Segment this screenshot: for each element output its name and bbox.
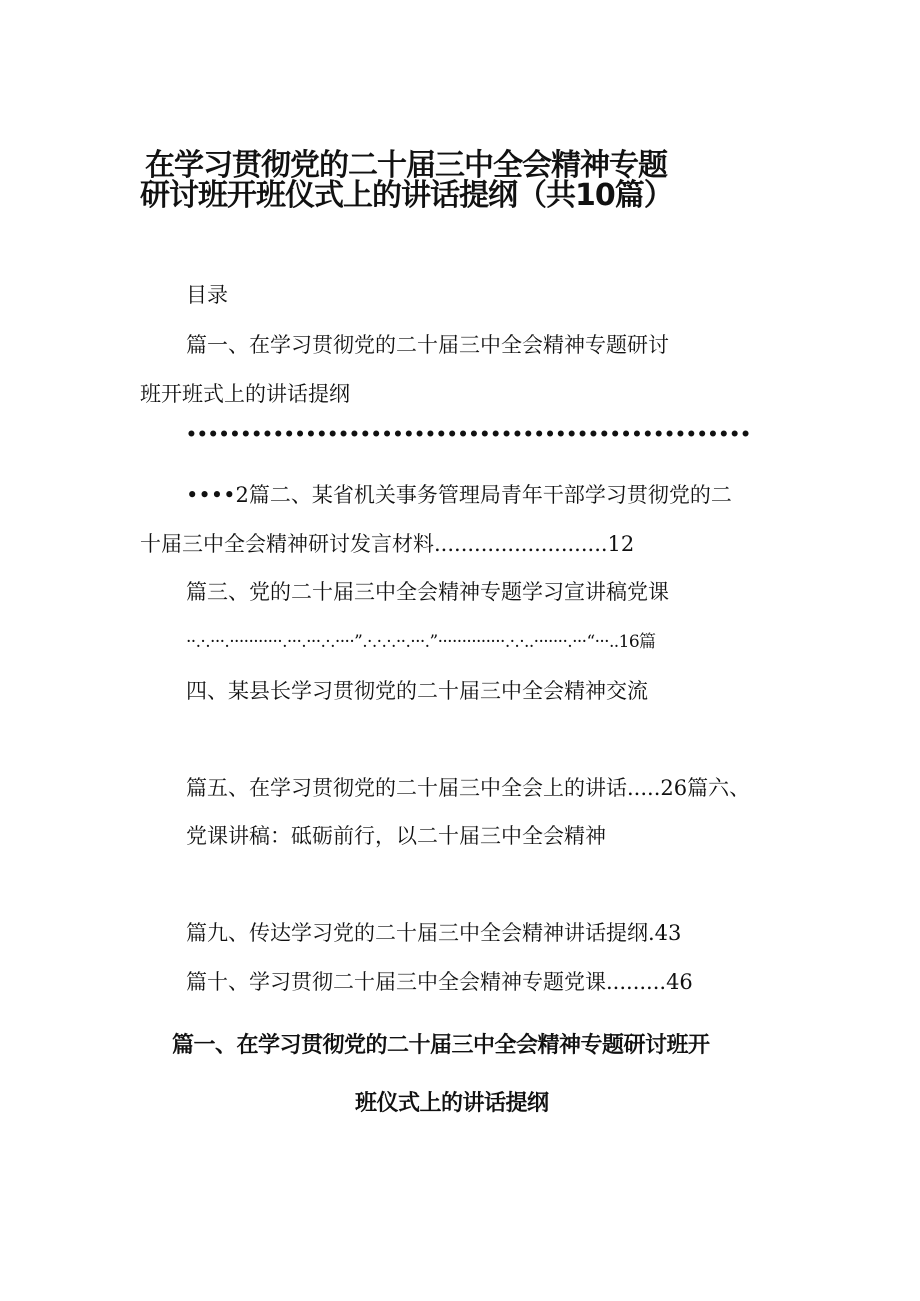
section-title-line1: 篇一、在学习贯彻党的二十届三中全会精神专题研讨班开 — [172, 1033, 710, 1058]
toc-leader-dots: •••••••••••••••••••••••••••••••••••••••••••••••••••• — [186, 425, 752, 445]
toc-entry-5: 篇五、在学习贯彻党的二十届三中全会上的讲话.....26篇六、 — [186, 776, 751, 800]
toc-entry-3-line2: ··.·.···.···········.···.···.·.····”.·.·.·.··.···.”··············.·.·..·······.···“···..16篇 — [186, 632, 656, 652]
toc-entry-1-line2: 班开班式上的讲话提纲 — [140, 382, 350, 406]
toc-entry-3-line1: 篇三、党的二十届三中全会精神专题学习宣讲稿党课 — [186, 580, 669, 604]
toc-entry-2-line1: ••••2篇二、某省机关事务管理局青年干部学习贯彻党的二 — [186, 483, 732, 507]
toc-heading: 目录 — [186, 283, 228, 307]
toc-entry-4: 四、某县长学习贯彻党的二十届三中全会精神交流 — [186, 679, 648, 703]
toc-entry-10: 篇十、学习贯彻二十届三中全会精神专题党课.........46 — [186, 970, 693, 994]
section-title-line2: 班仪式上的讲话提纲 — [355, 1091, 549, 1116]
toc-entry-2-line2: 十届三中全会精神研讨发言材料..........................12 — [140, 532, 635, 556]
toc-entry-1-line1: 篇一、在学习贯彻党的二十届三中全会精神专题研讨 — [186, 333, 669, 357]
document-title-line1: 在学习贯彻党的二十届三中全会精神专题 — [145, 148, 667, 183]
document-title-line2: 研讨班开班仪式上的讲话提纲（共10篇） — [140, 178, 673, 213]
toc-entry-6: 党课讲稿：砥砺前行，以二十届三中全会精神 — [186, 824, 606, 848]
toc-entry-9: 篇九、传达学习党的二十届三中全会精神讲话提纲.43 — [186, 921, 682, 945]
